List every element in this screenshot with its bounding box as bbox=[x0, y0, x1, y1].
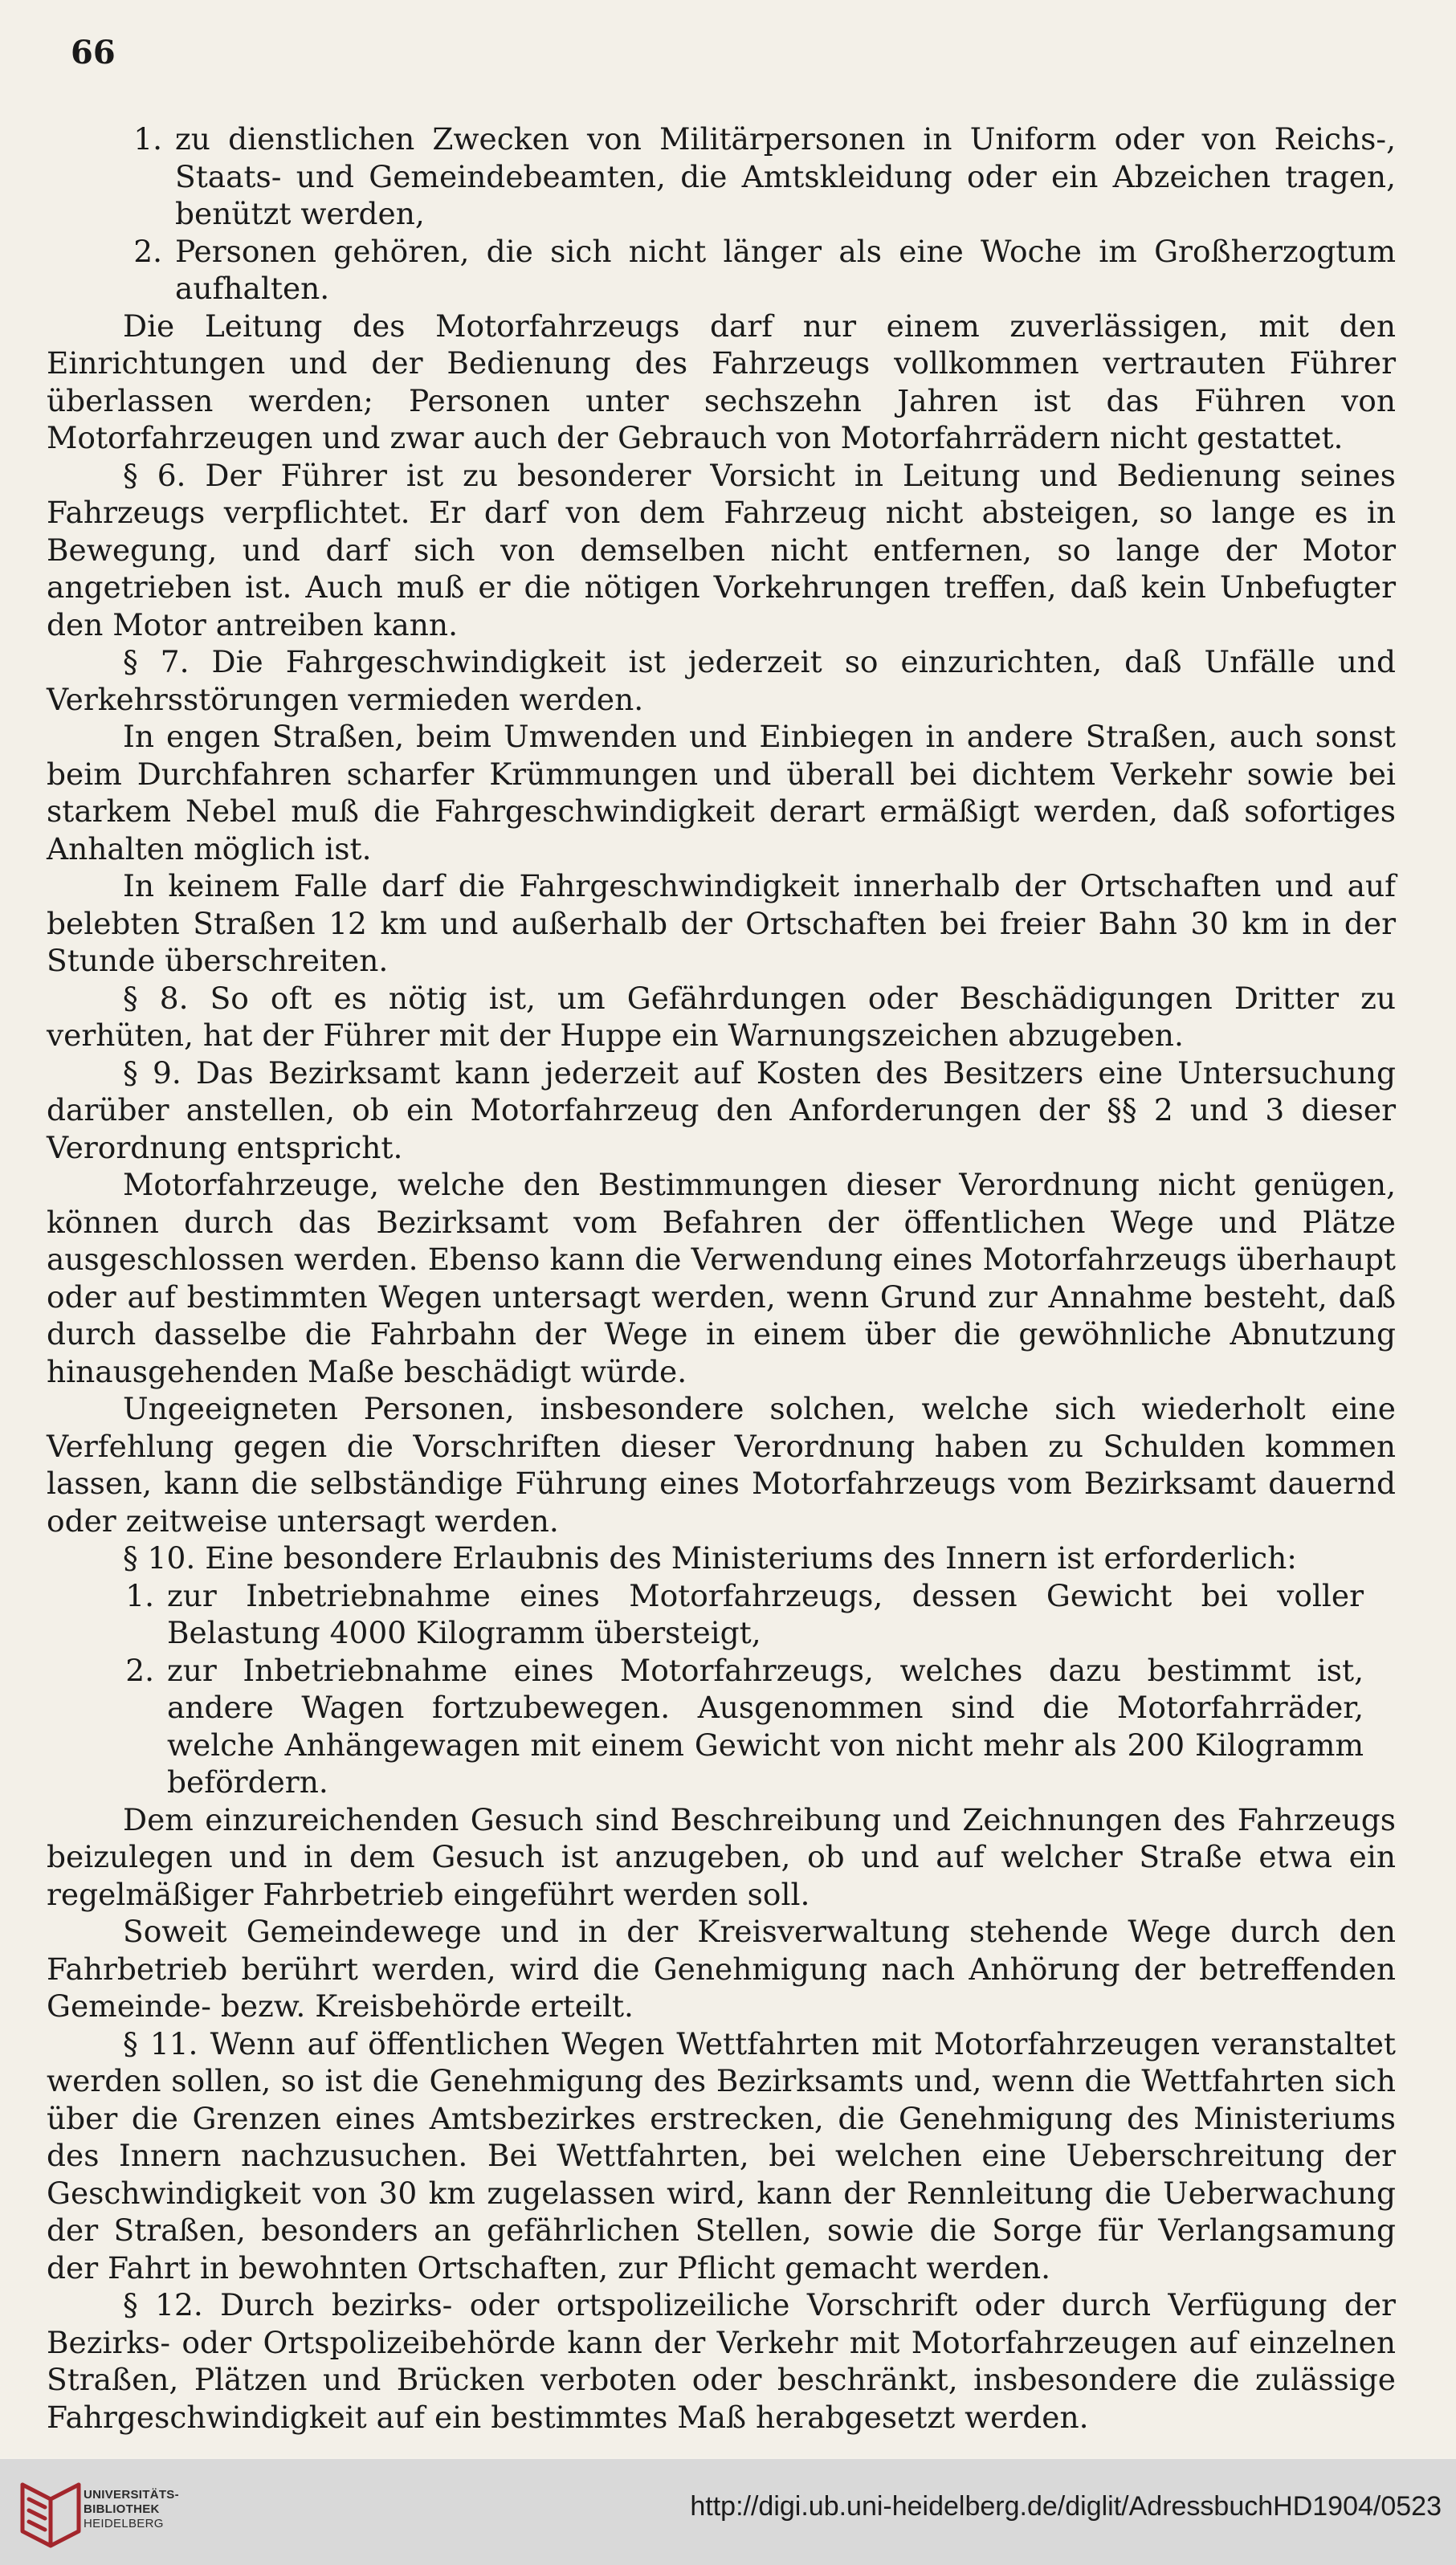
paragraph-section-6: § 6. Der Führer ist zu besonderer Vorsicht in Leitung und Bedienung seines Fahrzeugs verpflichtet. Er darf von dem Fahrzeug nicht absteigen, so lange es in Bewegung, und darf sich von demselben nicht entfernen, so lange der Motor angetrieben ist. Auch muß er die nötigen Vorkehrungen treffen, daß kein Unbefugter den Motor antreiben kann. bbox=[47, 457, 1396, 642]
enumerated-list-2 bbox=[47, 1577, 1396, 1801]
paragraph-section-7: § 7. Die Fahrgeschwindigkeit ist jederzeit so einzurichten, daß Unfälle und Verkehrsstörungen vermieden werden. bbox=[47, 644, 1396, 717]
paragraph: In keinem Falle darf die Fahrgeschwindigkeit innerhalb der Ortschaften und auf belebten Straßen 12 km und außerhalb der Ortschaften bei freier Bahn 30 km in der Stunde überschreiten. bbox=[47, 868, 1396, 978]
paragraph: In engen Straßen, beim Umwenden und Einbiegen in andere Straßen, auch sonst beim Durchfahren scharfer Krümmungen und überall bei dichtem Verkehr sowie bei starkem Nebel muß die Fahrgeschwindigkeit derart ermäßigt werden, daß sofortiges Anhalten möglich ist. bbox=[47, 719, 1396, 867]
paragraph-section-12: § 12. Durch bezirks- oder ortspolizeiliche Vorschrift oder durch Verfügung der Bezirks- oder Ortspolizeibehörde kann der Verkehr mit Motorfahrzeugen auf einzelnen Straßen, Plätzen und Brücken verboten oder beschränkt, insbesondere die zulässige Fahrgeschwindigkeit auf ein bestimmtes Maß herabgesetzt werden. bbox=[47, 2287, 1396, 2435]
paragraph-section-10: § 10. Eine besondere Erlaubnis des Ministeriums des Innern ist erforderlich: bbox=[123, 1540, 1297, 1576]
footer-bar bbox=[0, 2459, 1456, 2565]
list-text: Personen gehören, die sich nicht länger als eine Woche im Großherzogtum aufhalten. bbox=[175, 233, 1396, 306]
source-url[interactable]: http://digi.ub.uni-heidelberg.de/diglit/AdressbuchHD1904/0523 bbox=[690, 2491, 1442, 2522]
library-name bbox=[84, 2488, 179, 2531]
enumerated-list-1 bbox=[47, 120, 1396, 308]
list-text: zu dienstlichen Zwecken von Militärpersonen in Uniform oder von Reichs-, Staats- und Gemeindebeamten, die Amtskleidung oder ein Abzeichen tragen, benützt werden, bbox=[175, 121, 1396, 231]
list-text: zur Inbetriebnahme eines Motorfahrzeugs, welches dazu bestimmt ist, andere Wagen fortzubewegen. Ausgenommen sind die Motorfahrräder, welche Anhängewagen mit einem Gewicht von nicht mehr als 200 Kilogramm befördern. bbox=[167, 1652, 1364, 1800]
paragraph: Die Leitung des Motorfahrzeugs darf nur einem zuverlässigen, mit den Einrichtungen und der Bedienung des Fahrzeugs vollkommen vertrauten Führer überlassen werden; Personen unter sechszehn Jahren ist das Führen von Motorfahrzeugen und zwar auch der Gebrauch von Motorfahrrädern nicht gestattet. bbox=[47, 308, 1396, 455]
paragraph: Dem einzureichenden Gesuch sind Beschreibung und Zeichnungen des Fahrzeugs beizulegen und in dem Gesuch ist anzugeben, ob und auf welcher Straße etwa ein regelmäßiger Fahrbetrieb eingeführt werden soll. bbox=[47, 1801, 1396, 1912]
list-number: 2. bbox=[125, 1652, 154, 1688]
library-name-line: BIBLIOTHEK bbox=[84, 2502, 160, 2516]
body-text bbox=[47, 120, 1396, 2436]
paragraph: Soweit Gemeindewege und in der Kreisverwaltung stehende Wege durch den Fahrbetrieb berührt werden, wird die Genehmigung nach Anhörung der betreffenden Gemeinde- bezw. Kreisbehörde erteilt. bbox=[47, 1914, 1396, 2024]
paragraph-section-9: § 9. Das Bezirksamt kann jederzeit auf Kosten des Besitzers eine Untersuchung darüber anstellen, ob ein Motorfahrzeug den Anforderungen der §§ 2 und 3 dieser Verordnung entspricht. bbox=[47, 1054, 1396, 1165]
list-text: zur Inbetriebnahme eines Motorfahrzeugs, dessen Gewicht bei voller Belastung 4000 Kilogramm übersteigt, bbox=[167, 1577, 1364, 1650]
list-item bbox=[47, 1577, 1396, 1652]
list-number: 1. bbox=[133, 121, 162, 157]
list-item bbox=[47, 233, 1396, 308]
list-number: 1. bbox=[125, 1577, 154, 1613]
paragraph-section-8: § 8. So oft es nötig ist, um Gefährdungen oder Beschädigungen Dritter zu verhüten, hat der Führer mit der Huppe ein Warnungszeichen abzugeben. bbox=[47, 980, 1396, 1053]
library-name-line: UNIVERSITÄTS- bbox=[84, 2488, 179, 2502]
page-number: 66 bbox=[71, 34, 116, 71]
list-number: 2. bbox=[133, 233, 162, 269]
paragraph: Ungeeigneten Personen, insbesondere solchen, welche sich wiederholt eine Verfehlung gegen die Vorschriften dieser Verordnung haben zu Schulden kommen lassen, kann die selbständige Führung eines Motorfahrzeugs vom Bezirksamt dauernd oder zeitweise untersagt werden. bbox=[47, 1391, 1396, 1539]
university-library-logo-icon bbox=[14, 2475, 87, 2552]
paragraph: Motorfahrzeuge, welche den Bestimmungen dieser Verordnung nicht genügen, können durch das Bezirksamt vom Befahren der öffentlichen Wege und Plätze ausgeschlossen werden. Ebenso kann die Verwendung eines Motorfahrzeugs überhaupt oder auf bestimmten Wegen untersagt werden, wenn Grund zur Annahme besteht, daß durch dasselbe die Fahrbahn der Wege in einem über die gewöhnliche Abnutzung hinausgehenden Maße beschädigt würde. bbox=[47, 1167, 1396, 1389]
list-item bbox=[47, 120, 1396, 233]
list-item bbox=[47, 1652, 1396, 1801]
paragraph-section-11: § 11. Wenn auf öffentlichen Wegen Wettfahrten mit Motorfahrzeugen veranstaltet werden sollen, so ist die Genehmigung des Bezirksamts und, wenn die Wettfahrten sich über die Grenzen eines Amtsbezirkes erstrecken, die Genehmigung des Ministeriums des Innern nachzusuchen. Bei Wettfahrten, bei welchen eine Ueberschreitung der Geschwindigkeit von 30 km zugelassen wird, kann der Rennleitung die Ueberwachung der Straßen, besonders an gefährlichen Stellen, sowie die Sorge für Verlangsamung der Fahrt in bewohnten Ortschaften, zur Pflicht gemacht werden. bbox=[47, 2025, 1396, 2286]
library-name-line: HEIDELBERG bbox=[84, 2517, 164, 2530]
